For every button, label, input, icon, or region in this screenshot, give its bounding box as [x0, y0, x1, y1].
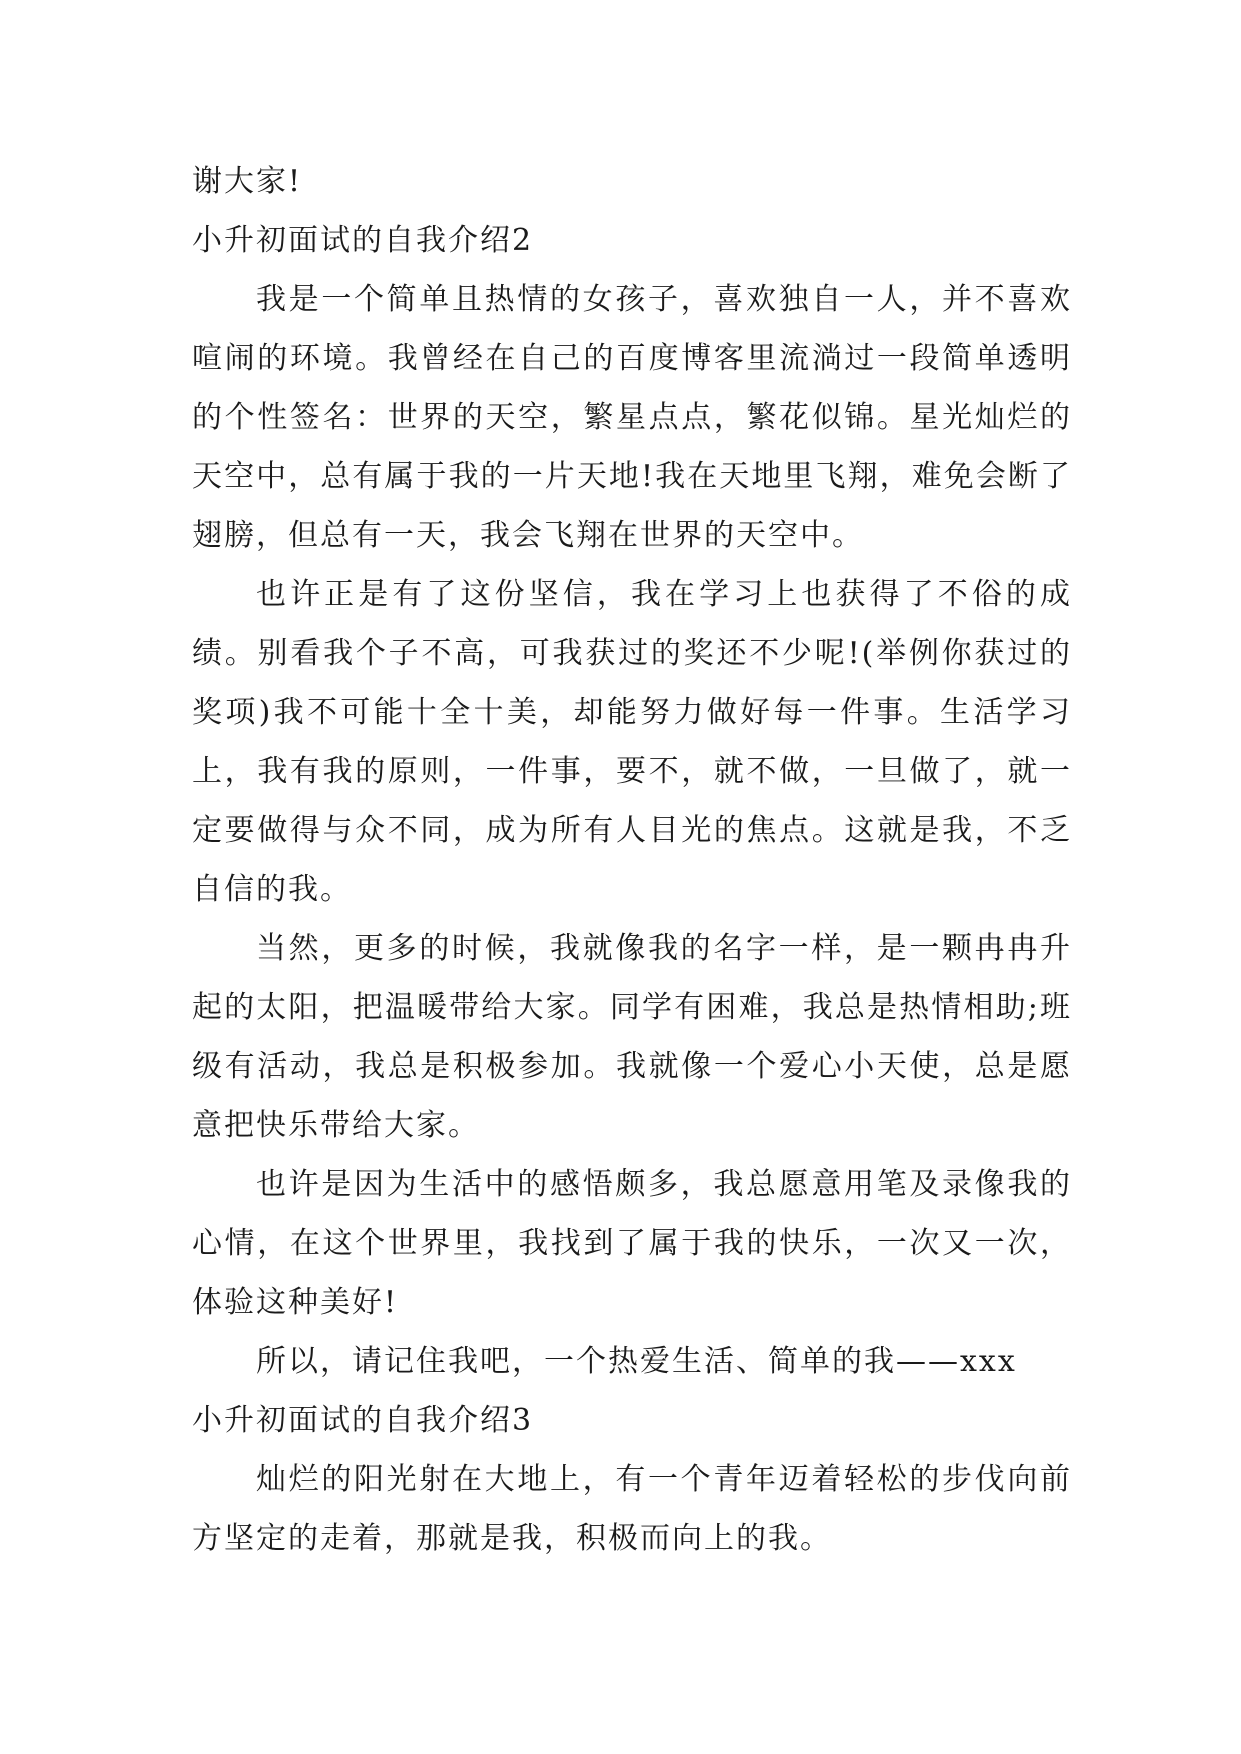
section-2-paragraph-4: 也许是因为生活中的感悟颇多，我总愿意用笔及录像我的心情，在这个世界里，我找到了属于我的快乐，一次又一次，体验这种美好!: [192, 1167, 1072, 1320]
section-3-title: 小升初面试的自我介绍3: [192, 1403, 534, 1438]
opening-line: 谢大家!: [192, 164, 303, 199]
section-2-title: 小升初面试的自我介绍2: [192, 223, 534, 258]
section-2-paragraph-1: 我是一个简单且热情的女孩子，喜欢独自一人，并不喜欢喧闹的环境。我曾经在自己的百度博客里流淌过一段简单透明的个性签名：世界的天空，繁星点点，繁花似锦。星光灿烂的天空中，总有属于我的一片天地!我在天地里飞翔，难免会断了翅膀，但总有一天，我会飞翔在世界的天空中。: [192, 282, 1072, 553]
section-2-paragraph-3: 当然，更多的时候，我就像我的名字一样，是一颗冉冉升起的太阳，把温暖带给大家。同学有困难，我总是热情相助;班级有活动，我总是积极参加。我就像一个爱心小天使，总是愿意把快乐带给大家。: [192, 931, 1072, 1143]
section-2-paragraph-2: 也许正是有了这份坚信，我在学习上也获得了不俗的成绩。别看我个子不高，可我获过的奖还不少呢!(举例你获过的奖项)我不可能十全十美，却能努力做好每一件事。生活学习上，我有我的原则，一件事，要不，就不做，一旦做了，就一定要做得与众不同，成为所有人目光的焦点。这就是我，不乏自信的我。: [192, 577, 1072, 907]
section-3-paragraph-1: 灿烂的阳光射在大地上，有一个青年迈着轻松的步伐向前方坚定的走着，那就是我，积极而向上的我。: [192, 1462, 1072, 1556]
section-2-paragraph-5: 所以，请记住我吧，一个热爱生活、简单的我——xxx: [256, 1344, 1017, 1379]
document-body: [192, 152, 1072, 1568]
